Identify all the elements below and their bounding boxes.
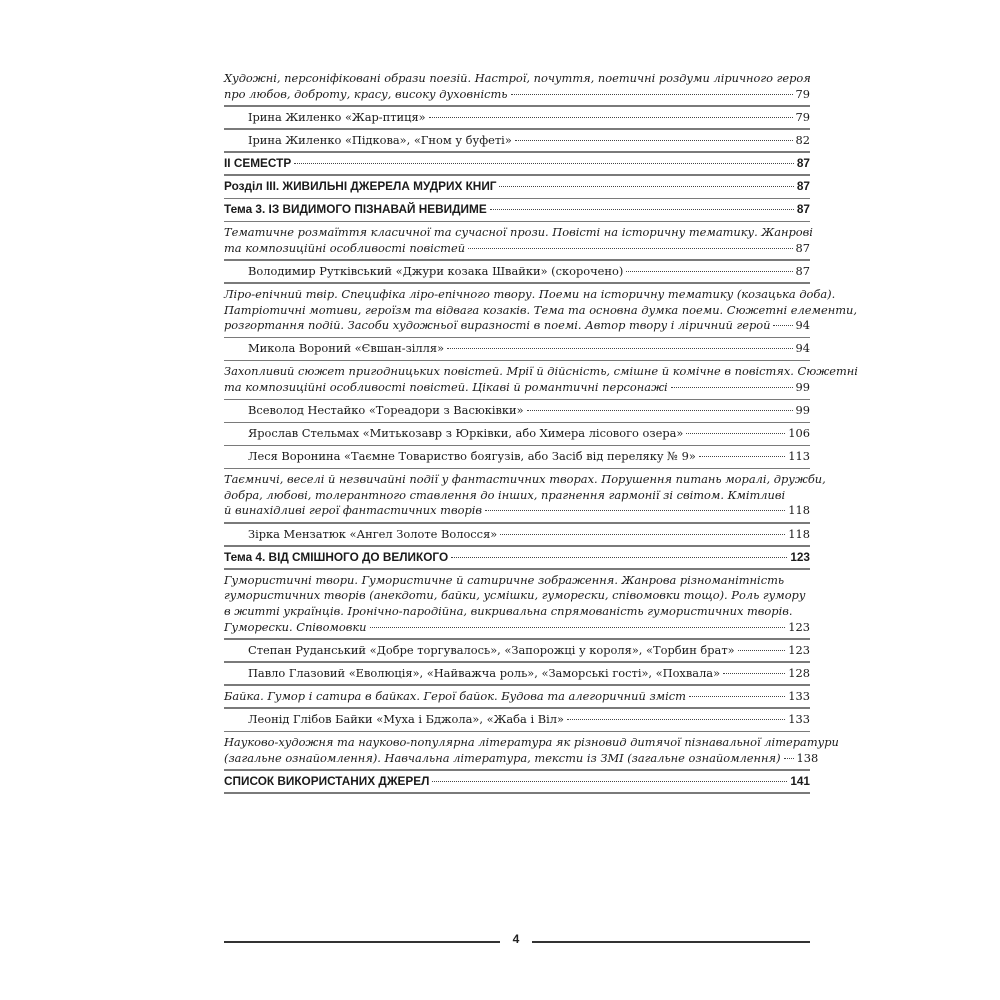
dot-leader xyxy=(567,719,785,720)
toc-entry-text: Ліро-епічний твір. Специфіка ліро-епічного твору. Поеми на історичну тематику (козацька доба). xyxy=(224,286,836,301)
toc-page-number: 94 xyxy=(795,341,810,356)
toc-page-number: 123 xyxy=(790,549,810,564)
footer-rule-right xyxy=(532,941,810,943)
toc-entry xyxy=(224,735,839,766)
toc-page-number: 87 xyxy=(795,263,810,278)
toc-entry xyxy=(224,71,810,102)
separator-rule xyxy=(224,151,810,153)
toc-entry-text: Леонід Глібов Байки «Муха і Бджола», «Жаба і Віл» xyxy=(248,711,564,726)
toc-entry xyxy=(224,133,810,149)
toc-entry xyxy=(224,264,810,280)
toc-page-number: 133 xyxy=(788,688,810,703)
toc-page-number: 87 xyxy=(796,202,810,217)
toc-entry-line xyxy=(224,302,857,319)
footer-rule-left xyxy=(224,941,500,943)
toc-entry-text: про любов, доброту, красу, високу духовність xyxy=(224,86,508,101)
separator-rule xyxy=(224,360,810,362)
toc-entry-text: Гуморески. Співомовки xyxy=(224,619,367,634)
dot-leader xyxy=(626,271,792,272)
toc-entry-line xyxy=(224,87,810,103)
toc-page-number: 106 xyxy=(788,426,810,441)
toc-entry-text: Ярослав Стельмах «Митькозавр з Юрківки, або Химера лісового озера» xyxy=(248,426,684,441)
dot-leader xyxy=(515,140,793,141)
toc-entry-line xyxy=(224,750,819,767)
toc-entry xyxy=(224,774,810,790)
toc-entry-line xyxy=(224,503,810,519)
toc-page-number: 79 xyxy=(795,86,810,101)
toc-entry-text: Зірка Мензатюк «Ангел Золоте Волосся» xyxy=(248,526,498,541)
toc-entry-line xyxy=(224,110,810,126)
separator-rule xyxy=(224,174,810,176)
toc-entry-text: Микола Вороний «Євшан-зілля» xyxy=(248,341,445,356)
dot-leader xyxy=(738,650,786,651)
toc-entry xyxy=(224,643,810,659)
toc-page-number: 82 xyxy=(795,132,810,147)
separator-rule xyxy=(224,545,810,547)
toc-page-number: 113 xyxy=(788,449,810,464)
toc-entry-line xyxy=(224,774,810,790)
toc-entry-text: розгортання подій. Засоби художньої виразності в поемі. Автор твору і ліричний герой xyxy=(224,318,771,333)
separator-rule xyxy=(224,731,810,733)
toc-entry-text: гумористичних творів (анекдоти, байки, усмішки, гуморески, співомовки тощо). Роль гумору xyxy=(224,588,806,603)
separator-rule xyxy=(224,259,810,261)
toc-entry-text: Тема 3. ІЗ ВИДИМОГО ПІЗНАВАЙ НЕВИДИМЕ xyxy=(224,202,487,217)
toc-entry-text: та композиційні особливості повістей. Цікаві й романтичні персонажі xyxy=(224,379,668,394)
toc-entry-line xyxy=(224,241,810,257)
toc-entry-text: СПИСОК ВИКОРИСТАНИХ ДЖЕРЕЛ xyxy=(224,773,430,788)
toc-page-number: 133 xyxy=(788,711,810,726)
separator-rule xyxy=(224,522,810,524)
toc-entry xyxy=(224,110,810,126)
dot-leader xyxy=(723,673,785,674)
toc-entry-line xyxy=(224,202,810,218)
dot-leader xyxy=(468,248,792,249)
toc-entry-line xyxy=(224,179,810,195)
toc-entry-text: Ірина Жиленко «Підкова», «Гном у буфеті» xyxy=(248,132,512,147)
toc-page-number: 128 xyxy=(788,665,810,680)
toc-entry-text: та композиційні особливості повістей xyxy=(224,240,466,255)
toc-entry xyxy=(224,527,810,543)
dot-leader xyxy=(699,456,785,457)
toc-entry xyxy=(224,364,858,395)
toc-page-number: 94 xyxy=(795,318,810,333)
toc-entry-line xyxy=(224,472,826,488)
toc-entry xyxy=(224,666,810,682)
toc-entry-line xyxy=(224,156,810,172)
toc-entry-text: Захопливий сюжет пригодницьких повістей. Мрії й дійсність, смішне й комічне в повістях. Сюжетні xyxy=(224,364,858,379)
dot-leader xyxy=(429,117,793,118)
toc-entry-line xyxy=(224,735,839,751)
toc-entry-text: Байка. Гумор і сатира в байках. Герої байок. Будова та алегоричний зміст xyxy=(224,688,686,703)
separator-rule xyxy=(224,445,810,447)
toc-entry-text: Таємничі, веселі й незвичайні події у фантастичних творах. Порушення питань моралі, дружби, xyxy=(224,472,826,487)
toc-page-number: 87 xyxy=(795,240,810,255)
toc-page-number: 123 xyxy=(788,619,810,634)
separator-rule xyxy=(224,128,810,130)
toc-entry xyxy=(224,426,810,442)
dot-leader xyxy=(432,781,787,782)
toc-entry-text: Всеволод Нестайко «Тореадори з Васюківки» xyxy=(248,403,524,417)
toc-entry-line xyxy=(224,380,810,396)
dot-leader xyxy=(370,627,786,628)
dot-leader xyxy=(686,433,785,434)
toc-page-number: 99 xyxy=(795,379,810,394)
toc-entry-line xyxy=(224,588,810,604)
dot-leader xyxy=(294,163,794,164)
toc-entry xyxy=(224,550,810,566)
dot-leader xyxy=(671,387,793,388)
dot-leader xyxy=(499,186,793,187)
dot-leader xyxy=(784,758,794,759)
toc-entry-text: й винахідливі герої фантастичних творів xyxy=(224,503,483,518)
separator-rule xyxy=(224,468,810,470)
toc-entry-line xyxy=(224,604,810,620)
toc-page-number: 141 xyxy=(790,773,810,788)
toc-entry-line xyxy=(224,403,810,419)
dot-leader xyxy=(500,534,785,535)
toc-entry-text: Леся Воронина «Таємне Товариство боягузів, або Засіб від переляку № 9» xyxy=(248,449,696,464)
toc-entry-text: Науково-художня та науково-популярна література як різновид дитячої пізнавальної літератури xyxy=(224,735,839,749)
separator-rule xyxy=(224,198,810,200)
toc-entry-line xyxy=(224,689,810,705)
toc-page-number: 123 xyxy=(788,642,810,657)
toc-entry-line xyxy=(224,71,810,87)
toc-entry-text: Павло Глазовий «Еволюція», «Найважча роль», «Заморські гості», «Похвала» xyxy=(248,665,721,680)
toc-entry-text: Гумористичні твори. Гумористичне й сатиричне зображення. Жанрова різноманітність xyxy=(224,572,785,587)
toc-entry xyxy=(224,341,810,357)
toc-entry-line xyxy=(224,364,858,380)
toc-entry-text: добра, любові, толерантного ставлення до інших, прагнення гармонії зі світом. Кмітливі xyxy=(224,487,786,502)
toc-entry-text: в житті українців. Іронічно-пародійна, викривальна спрямованість гумористичних творів. xyxy=(224,603,793,618)
toc-entry-text: Художні, персоніфіковані образи поезій. Настрої, почуття, поетичні роздуми ліричного героя xyxy=(224,71,811,85)
toc-entry-line xyxy=(224,449,810,465)
page-number: 4 xyxy=(512,932,520,946)
separator-rule xyxy=(224,221,810,223)
toc-entry-text: Розділ ІІІ. ЖИВИЛЬНІ ДЖЕРЕЛА МУДРИХ КНИГ xyxy=(224,178,497,193)
separator-rule xyxy=(224,792,810,794)
toc-entry xyxy=(224,689,810,705)
toc-page-number: 87 xyxy=(796,178,810,193)
separator-rule xyxy=(224,661,810,663)
toc-entry-line xyxy=(224,318,810,334)
toc-entry-line xyxy=(224,133,810,149)
separator-rule xyxy=(224,337,810,339)
toc-page-number: 99 xyxy=(795,403,810,417)
toc-entry xyxy=(224,712,810,728)
dot-leader xyxy=(490,209,794,210)
separator-rule xyxy=(224,684,810,686)
toc-entry-line xyxy=(224,264,810,280)
dot-leader xyxy=(527,410,793,411)
toc-entry-text: Степан Руданський «Добре торгувалось», «Запорожці у короля», «Торбин брат» xyxy=(248,642,735,657)
dot-leader xyxy=(451,557,787,558)
toc-entry-text: ІІ СЕМЕСТР xyxy=(224,155,292,170)
toc-page-number: 118 xyxy=(788,503,810,518)
toc-entry-line xyxy=(224,488,810,504)
table-of-contents xyxy=(224,71,858,797)
toc-entry-text: Тематичне розмаїття класичної та сучасної прози. Повісті на історичну тематику. Жанрові xyxy=(224,225,813,240)
toc-entry-line xyxy=(224,341,810,357)
toc-entry-line xyxy=(224,666,810,682)
toc-entry-text: Тема 4. ВІД СМІШНОГО ДО ВЕЛИКОГО xyxy=(224,549,449,564)
toc-entry xyxy=(224,202,810,218)
toc-entry-line xyxy=(224,527,810,543)
toc-entry xyxy=(224,225,813,256)
toc-page-number: 87 xyxy=(796,155,810,170)
separator-rule xyxy=(224,399,810,401)
dot-leader xyxy=(447,348,792,349)
toc-entry-text: Ірина Жиленко «Жар-птиця» xyxy=(248,109,426,124)
toc-entry xyxy=(224,286,857,334)
separator-rule xyxy=(224,422,810,424)
dot-leader xyxy=(485,510,785,511)
separator-rule xyxy=(224,638,810,640)
toc-entry-text: Володимир Рутківський «Джури козака Швайки» (скорочено) xyxy=(248,263,624,278)
toc-page-number: 79 xyxy=(795,109,810,124)
separator-rule xyxy=(224,707,810,709)
dot-leader xyxy=(511,94,793,95)
toc-entry-line xyxy=(224,712,810,728)
toc-entry xyxy=(224,449,810,465)
toc-entry-line xyxy=(224,225,813,241)
toc-page-number: 118 xyxy=(788,526,810,541)
toc-entry xyxy=(224,179,810,195)
toc-entry xyxy=(224,573,810,635)
toc-entry-line xyxy=(224,643,810,659)
toc-entry-line xyxy=(224,620,810,636)
toc-entry-line xyxy=(224,426,810,442)
separator-rule xyxy=(224,282,810,284)
toc-entry-text: (загальне ознайомлення). Навчальна література, тексти із ЗМІ (загальне ознайомлення) xyxy=(224,750,781,765)
toc-entry xyxy=(224,156,810,172)
separator-rule xyxy=(224,568,810,570)
toc-entry xyxy=(224,403,810,419)
dot-leader xyxy=(773,325,792,326)
toc-entry-line xyxy=(224,286,836,303)
dot-leader xyxy=(689,696,785,697)
toc-page-number: 138 xyxy=(796,750,819,765)
toc-entry-text: Патріотичні мотиви, героїзм та відвага козаків. Тема та основна думка поеми. Сюжетні елементи, xyxy=(224,302,857,317)
toc-entry-line xyxy=(224,573,810,589)
separator-rule xyxy=(224,769,810,771)
toc-entry xyxy=(224,472,826,519)
toc-entry-line xyxy=(224,550,810,566)
separator-rule xyxy=(224,105,810,107)
